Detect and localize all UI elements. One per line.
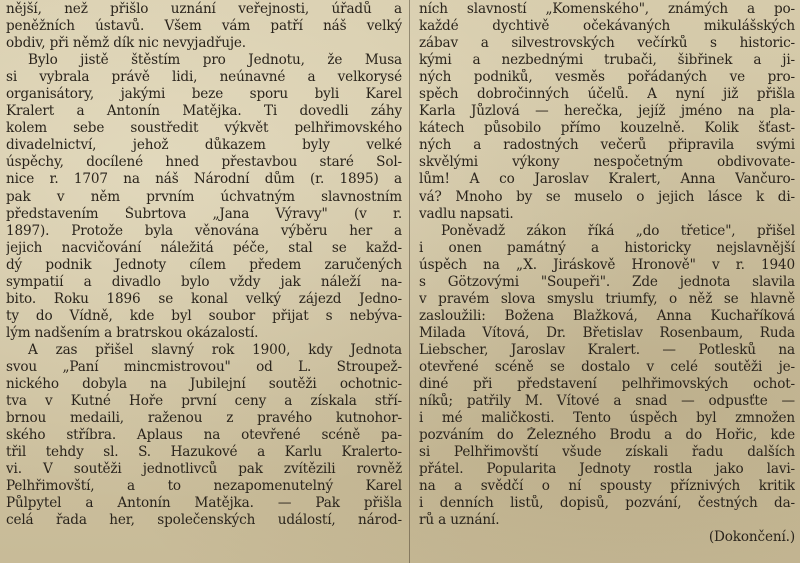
text-line: zábav a silvestrovských večírků s historic- bbox=[419, 35, 795, 52]
text-line: otevřené scéně se dostalo v celé soutěži je- bbox=[419, 358, 795, 375]
text-line: úspěchy, docílené hned přestavbou staré Sol- bbox=[6, 154, 402, 171]
text-line: Karla Jůzlová — herečka, jejíž jméno na pla- bbox=[419, 103, 795, 120]
text-line: Poněvadž zákon říká „do třetice", přišel bbox=[441, 222, 795, 239]
text-line: (Dokončení.) bbox=[708, 529, 795, 546]
text-line: Půlpytel a Antonín Matějka. — Pak přišla bbox=[6, 495, 402, 512]
text-line: s Götzovými "Soupeři". Zde jednota slavila bbox=[419, 273, 795, 290]
text-line: pak v něm prvním úchvatným slavnostním bbox=[6, 188, 402, 205]
article-column-right bbox=[419, 1, 795, 547]
text-line: 1897). Protože byla věnována výběru her a bbox=[6, 222, 402, 239]
text-line: vá? Mnoho by se muselo o jejich lásce k di- bbox=[419, 188, 795, 205]
text-line: Liebscher, Jaroslav Kralert. — Potlesků na bbox=[419, 341, 795, 358]
text-line: nického dobyla na Jubilejní soutěži ochotnic- bbox=[6, 376, 402, 393]
column-divider bbox=[409, 0, 410, 563]
text-line: svou „Paní mincmistrovou" od L. Stroupež- bbox=[6, 358, 402, 375]
text-line: úspěch na „X. Jiráskově Hronově" v r. 1940 bbox=[419, 256, 795, 273]
text-line: si Pelhřimovští všude získali řadu dalších bbox=[419, 444, 795, 461]
article-column-left bbox=[6, 1, 402, 529]
text-line: bito. Roku 1896 se konal velký zájezd Jedno- bbox=[6, 290, 402, 307]
text-line: rů a uznání. bbox=[419, 512, 500, 529]
text-line: v pravém slova smyslu triumfy, o něž se hlavně bbox=[419, 290, 795, 307]
text-line: brnou medaili, raženou z pravého kutnohor- bbox=[6, 410, 402, 427]
text-line: Pelhřimovští, a to nezapomenutelný Karel bbox=[6, 478, 402, 495]
text-line: celá řada her, společenských událostí, národ- bbox=[6, 512, 402, 529]
text-line: lým nadšením a bratrskou okázalostí. bbox=[6, 324, 259, 341]
text-line: diné při představení pelhřimovských ochot- bbox=[419, 376, 795, 393]
text-line: ty do Vídně, kde byl soubor přijat s nebýva- bbox=[6, 307, 402, 324]
text-line: divadelnictví, jehož důkazem byly velké bbox=[6, 137, 402, 154]
text-line: organisátory, jakými beze sporu byli Karel bbox=[6, 86, 402, 103]
text-line: třil tehdy sl. S. Hazukové a Karlu Kralerto- bbox=[6, 444, 402, 461]
text-line: vi. V soutěži jednotlivců pak zvítězili rovněž bbox=[6, 461, 402, 478]
text-line: obdiv, při němž dík nic nevyjadřuje. bbox=[6, 35, 246, 52]
text-line: i mé maličkosti. Tento úspěch byl zmnožen bbox=[419, 410, 795, 427]
text-line: ných a radostných večerů připravila svými bbox=[419, 137, 795, 154]
text-line: kátech působilo přímo kouzelně. Kolik šťast- bbox=[419, 120, 795, 137]
text-line: Kralert a Antonín Matějka. Ti dovedli záhy bbox=[6, 103, 402, 120]
text-line: lům! A co Jaroslav Kralert, Anna Vančuro- bbox=[419, 171, 795, 188]
text-line: jejich nacvičování náležitá péče, stal se každ- bbox=[6, 239, 402, 256]
text-line: ných podniků, vesměs pořádaných ve pro- bbox=[419, 69, 795, 86]
text-line: sympatií a divadlo bylo vždy jak náleží na- bbox=[6, 273, 402, 290]
text-line: peněžních ústavů. Všem vám patří náš velký bbox=[6, 18, 402, 35]
text-line: nější, než přišlo uznání veřejnosti, úřadů a bbox=[6, 1, 402, 17]
text-line: Bylo jistě štěstím pro Jednotu, že Musa bbox=[28, 52, 402, 69]
text-line: Milada Vítová, Dr. Břetislav Rosenbaum, Ruda bbox=[419, 324, 795, 341]
text-line: na a svědčí o ní spousty příznivých kritik bbox=[419, 478, 795, 495]
text-line: pozváním do Železného Brodu a do Hořic, kde bbox=[419, 427, 795, 444]
text-line: představením Šubrtova „Jana Výravy" (v r. bbox=[6, 205, 402, 222]
text-line: dý podnik Jednoty cílem předem zaručených bbox=[6, 256, 402, 273]
text-line: zasloužili: Božena Blažková, Anna Kuchaříková bbox=[419, 307, 795, 324]
text-line: si vybrala právě lidi, neúnavné a velkorysé bbox=[6, 69, 402, 86]
text-line: ních slavností „Komenského", známých a po- bbox=[419, 1, 795, 17]
text-line: i onen památný a historicky nejslavnější bbox=[419, 239, 795, 256]
text-line: tva v Kutné Hoře první ceny a získala stří- bbox=[6, 393, 402, 410]
text-line: i denních listů, dopisů, pozvání, čestných da- bbox=[419, 495, 795, 512]
text-line: nice r. 1707 na náš Národní dům (r. 1895) a bbox=[6, 171, 402, 188]
text-line: ského stříbra. Aplaus na otevřené scéně pa- bbox=[6, 427, 402, 444]
text-line: níků; patřily M. Vítové a snad — odpusťte — bbox=[419, 393, 795, 410]
text-line: vadlu napsati. bbox=[419, 205, 514, 222]
text-line: kými a nezbednými trubači, šibřinek a ji- bbox=[419, 52, 795, 69]
text-line: skvělými výkony nespočetným obdivovate- bbox=[419, 154, 795, 171]
text-line: přátel. Popularita Jednoty rostla jako lavi- bbox=[419, 461, 795, 478]
text-line: kolem sebe soustředit výkvět pelhřimovského bbox=[6, 120, 402, 137]
text-line: A zas přišel slavný rok 1900, kdy Jednota bbox=[28, 341, 402, 358]
text-line: spěch dobročinných účelů. A nyní již přišla bbox=[419, 86, 795, 103]
text-line: každé dychtivě očekávaných mikulášských bbox=[419, 18, 795, 35]
